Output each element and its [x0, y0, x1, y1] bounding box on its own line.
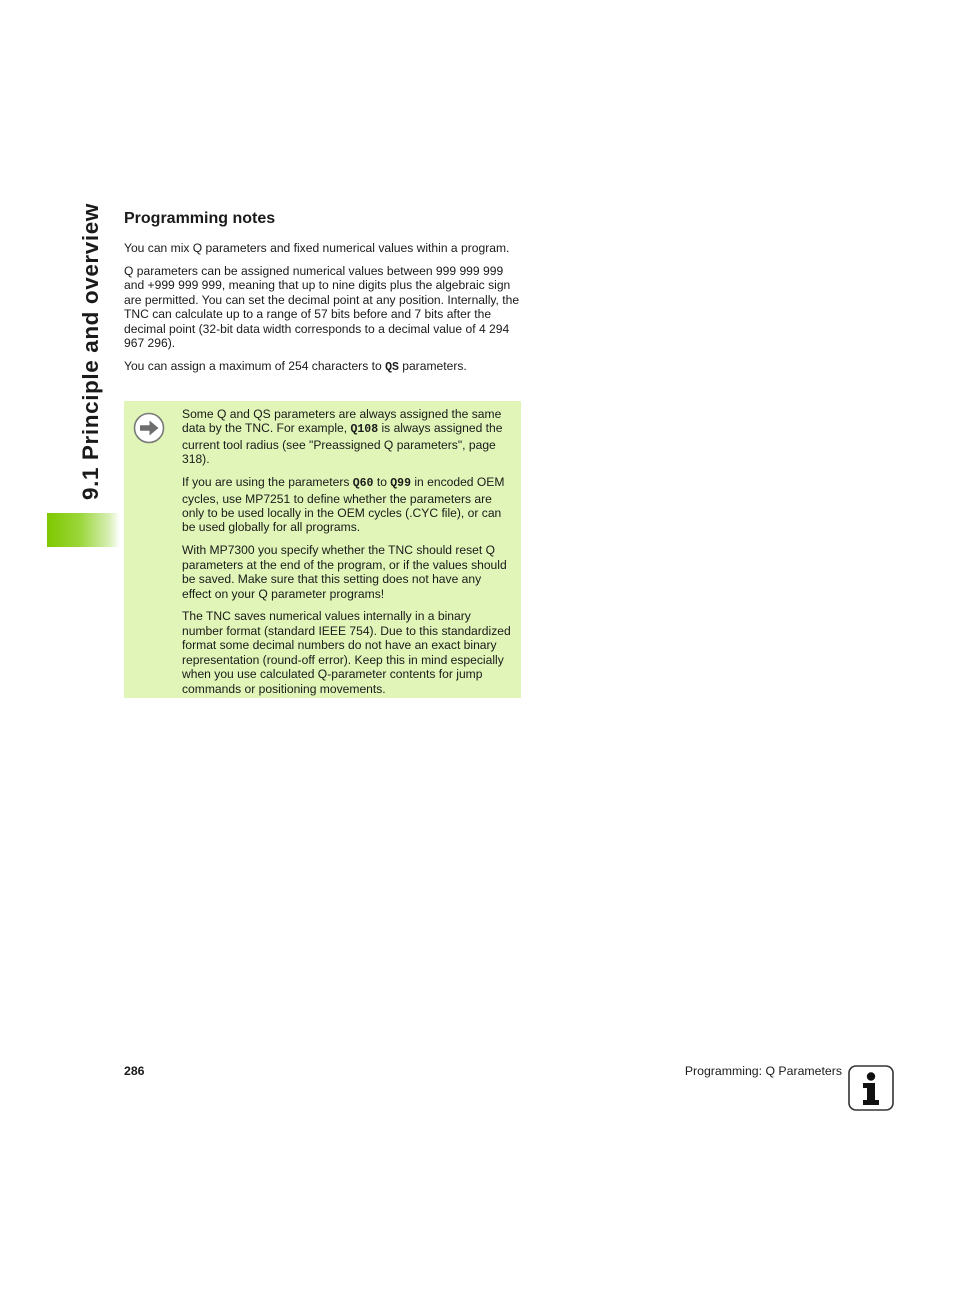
- note2-code2: Q99: [390, 477, 411, 491]
- note2-code1: Q60: [352, 477, 374, 491]
- note1-text-after: is always assigned the current tool radius (see "Preassigned Q parameters", page 318).: [182, 421, 503, 467]
- note-box: [124, 401, 521, 698]
- info-icon: [848, 1065, 894, 1111]
- page-number: 286: [124, 1064, 145, 1078]
- note2-text-before: If you are using the parameters: [182, 475, 353, 490]
- note1-code: Q108: [350, 423, 379, 437]
- note-paragraph-mp7300: With MP7300 you specify whether the TNC should reset Q parameters at the end of the program, or if the values should be saved. Make sure that this setting does not have any effect on your Q parameter programs!: [182, 543, 507, 601]
- note-paragraph-binary-format: The TNC saves numerical values internally in a binary number format (standard IEEE 754). Due to this standardized format some decimal numbers do not have an exact binary representation (round-off error). Keep this in mind especially when you use calculated Q-parameter contents for jump commands or positioning movements.: [182, 609, 511, 696]
- paragraph-qs-length: [124, 359, 522, 376]
- qs-text-before: You can assign a maximum of 254 characters to: [124, 359, 386, 374]
- section-side-title: 9.1 Principle and overview: [78, 203, 103, 500]
- paragraph-mixing: You can mix Q parameters and fixed numerical values within a program.: [124, 241, 510, 255]
- section-heading: Programming notes: [124, 210, 276, 227]
- arrow-right-icon: [133, 412, 165, 444]
- note2-text-after: in encoded OEM cycles, use MP7251 to define whether the parameters are only to be used locally in the OEM cycles (.CYC file), or can be used globally for all programs.: [182, 475, 505, 535]
- note2-text-mid: to: [373, 475, 391, 490]
- paragraph-value-range: Q parameters can be assigned numerical values between 999 999 999 and +999 999 999, meaning that up to nine digits plus the algebraic sign are permitted. You can set the decimal point at any position. Internally, the TNC can calculate up to a range of 57 bits before and 7 bits after the decimal point (32-bit data width corresponds to a decimal value of 4 294 967 296).: [124, 263, 520, 351]
- chapter-title: Programming: Q Parameters: [684, 1064, 842, 1078]
- note1-text-before: Some Q and QS parameters are always assigned the same data by the TNC. For example,: [182, 407, 502, 436]
- note-body: [182, 407, 512, 704]
- section-tab-marker: [47, 513, 120, 547]
- note-paragraph-oem-cycles: [182, 475, 512, 535]
- qs-text-after: parameters.: [398, 359, 467, 374]
- main-content: [124, 210, 522, 384]
- qs-code: QS: [385, 361, 399, 375]
- note-paragraph-preassigned: [182, 407, 512, 467]
